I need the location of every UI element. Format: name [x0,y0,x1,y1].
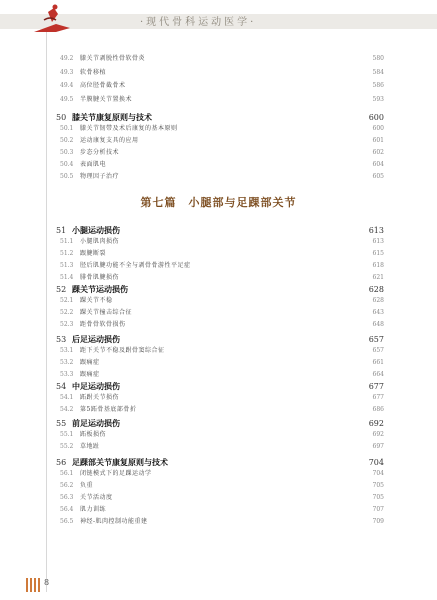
footer-bar [38,578,40,592]
toc-entry-page: 602 [372,149,384,156]
toc-entry-title: 跖板损伤 [80,431,107,438]
toc-entry-page: 586 [372,82,384,89]
toc-chapter [0,417,437,430]
toc-entry [0,95,437,105]
toc-entry-number: 52.2 [60,309,74,316]
toc-entry-page: 584 [372,68,384,76]
toc-entry-page: 600 [372,125,384,132]
toc-entry [0,469,437,479]
toc-entry-title: 小腿肌肉损伤 [80,238,120,245]
toc-entry-page: 613 [372,238,384,245]
toc-entry [0,505,437,515]
toc-chapter [0,380,437,393]
toc-entry-number: 55.2 [60,443,74,450]
toc-entry-page: 664 [372,371,384,378]
toc-entry-number: 49.3 [60,68,74,76]
toc-entry-number: 50.5 [60,173,74,180]
footer-bar [30,578,32,592]
toc-chapter [0,111,437,124]
toc-entry-page: 657 [372,347,384,354]
toc-entry-title: 跟腱断裂 [80,250,107,257]
chapter-title: 踝关节运动损伤 [72,284,128,294]
toc-entry-page: 677 [372,394,384,401]
toc-chapter [0,224,437,237]
toc-entry-title: 神经-肌肉控制功能重建 [80,518,148,525]
toc-entry-page: 686 [372,406,384,413]
chapter-number: 52 [56,285,67,294]
toc-entry-title: 膝关节剥脱性骨软骨炎 [80,55,146,62]
toc-entry [0,370,437,380]
toc-entry [0,136,437,146]
toc-entry-number: 53.2 [60,359,74,366]
toc-entry-page: 618 [372,262,384,269]
chapter-title: 前足运动损伤 [72,418,120,428]
chapter-number: 50 [56,113,67,122]
toc-entry-title: 运动康复支具的应用 [80,137,139,144]
toc-entry [0,296,437,306]
toc-entry [0,442,437,452]
footer-decoration [26,578,40,592]
toc-entry [0,358,437,368]
toc-entry-number: 53.3 [60,371,74,378]
page-header [0,0,437,42]
toc-entry-number: 50.3 [60,149,74,156]
footer-bar [34,578,36,592]
toc-entry [0,320,437,330]
chapter-title: 膝关节康复原则与技术 [72,112,152,122]
toc-entry-number: 53.1 [60,347,74,354]
chapter-title: 小腿运动损伤 [72,225,120,235]
toc-entry-number: 49.5 [60,95,74,103]
chapter-page: 704 [368,458,384,467]
toc-entry [0,430,437,440]
toc-entry-title: 关节活动度 [80,494,113,501]
page-number: 8 [44,578,50,587]
chapter-page: 657 [368,335,384,344]
toc-chapter [0,456,437,469]
chapter-page: 628 [368,285,384,294]
toc-entry-title: 距下关节不稳及跗骨窦综合征 [80,347,165,354]
toc-entry-title: 表面肌电 [80,161,107,168]
toc-entry-number: 56.4 [60,506,74,513]
toc-entry-title: 肌力训练 [80,506,107,513]
toc-entry-title: 软骨移植 [80,68,107,76]
toc-entry-title: 踝关节不稳 [80,297,113,304]
toc-entry-title: 跖跗关节损伤 [80,394,120,401]
toc-entry-title: 胫后肌腱功能不全与剥骨骨游性平足症 [80,262,191,269]
toc-entry-title: 高位胫骨截骨术 [80,82,126,89]
chapter-page: 613 [368,226,384,235]
toc-entry-number: 56.2 [60,482,74,489]
toc-entry [0,124,437,134]
toc-entry-page: 707 [372,506,384,513]
toc-chapter [0,333,437,346]
toc-entry-title: 物理因子治疗 [80,173,120,180]
chapter-title: 后足运动损伤 [72,334,120,344]
toc-entry-number: 54.1 [60,394,74,401]
toc-entry [0,346,437,356]
toc-entry [0,393,437,403]
toc-entry-number: 50.4 [60,161,74,168]
toc-entry-title: 步态分析技术 [80,149,120,156]
toc-entry-number: 51.1 [60,238,74,245]
toc-entry-title: 跟痛症 [80,359,100,366]
toc-chapter [0,283,437,296]
toc-entry-page: 697 [372,443,384,450]
toc-entry-page: 643 [372,309,384,316]
toc-entry [0,273,437,283]
toc-entry-page: 621 [372,274,384,281]
toc-entry-number: 54.2 [60,406,74,413]
toc-entry-title: 草地趾 [80,443,100,450]
toc-entry [0,148,437,158]
toc-entry-page: 704 [372,470,384,477]
toc-entry [0,68,437,78]
toc-entry-title: 半膜腱关节置换术 [80,95,133,103]
toc-entry-title: 距骨骨软骨损伤 [80,321,126,328]
part-title: 第七篇 小腿部与足踝部关节 [140,196,297,209]
toc-entry [0,493,437,503]
chapter-title: 足踝部关节康复原则与技术 [72,457,168,467]
toc-entry-title: 跟痛症 [80,371,100,378]
toc-entry [0,481,437,491]
toc-entry-page: 705 [372,494,384,501]
toc-entry [0,249,437,259]
toc-entry [0,81,437,91]
chapter-number: 51 [56,226,67,235]
toc-entry [0,172,437,182]
toc-entry-number: 51.2 [60,250,74,257]
footer-bar [26,578,28,592]
toc-entry [0,517,437,527]
toc-entry [0,308,437,318]
toc-entry-number: 49.4 [60,82,74,89]
toc-entry-number: 55.1 [60,431,74,438]
toc-entry-number: 52.1 [60,297,74,304]
chapter-number: 54 [56,382,67,391]
toc-entry-page: 705 [372,482,384,489]
toc-entry-number: 52.3 [60,321,74,328]
chapter-number: 55 [56,419,67,428]
toc-entry-page: 605 [372,173,384,180]
chapter-number: 56 [56,458,67,467]
toc-entry-number: 56.3 [60,494,74,501]
toc-entry-page: 709 [372,518,384,525]
chapter-page: 677 [368,382,384,391]
toc-entry-number: 50.1 [60,125,74,132]
chapter-page: 600 [368,113,384,122]
toc-entry-page: 628 [372,297,384,304]
chapter-title: 中足运动损伤 [72,381,120,391]
toc-entry [0,237,437,247]
chapter-number: 53 [56,335,67,344]
toc-entry-page: 604 [372,161,384,168]
toc-entry-title: 踝关节撞击综合征 [80,309,133,316]
toc-entry-title: 膝关节韧带及术后康复的基本原则 [80,125,178,132]
header-title: ·现代骨科运动医学· [140,17,257,28]
toc-entry-number: 51.3 [60,262,74,269]
toc-entry [0,261,437,271]
toc-entry-title: 腓骨肌腱损伤 [80,274,120,281]
toc-entry-page: 601 [372,137,384,144]
toc-entry-number: 49.2 [60,55,74,62]
toc-entry-number: 56.5 [60,518,74,525]
chapter-page: 692 [368,419,384,428]
toc-entry-title: 闭链模式下的足踝运动学 [80,470,152,477]
toc-entry-number: 51.4 [60,274,74,281]
toc-entry-page: 648 [372,321,384,328]
toc-entry-page: 615 [372,250,384,257]
toc-entry-title: 第5跖骨基底部骨折 [80,406,137,413]
toc-entry-number: 56.1 [60,470,74,477]
athlete-logo-icon [26,2,76,42]
toc-entry-page: 580 [372,55,384,62]
toc-entry-page: 661 [372,359,384,366]
toc-entry [0,54,437,64]
toc-entry [0,405,437,415]
toc-entry-page: 692 [372,431,384,438]
toc-entry-page: 593 [372,95,384,103]
toc-entry-title: 负重 [80,482,94,489]
toc-entry-number: 50.2 [60,137,74,144]
toc-entry [0,160,437,170]
